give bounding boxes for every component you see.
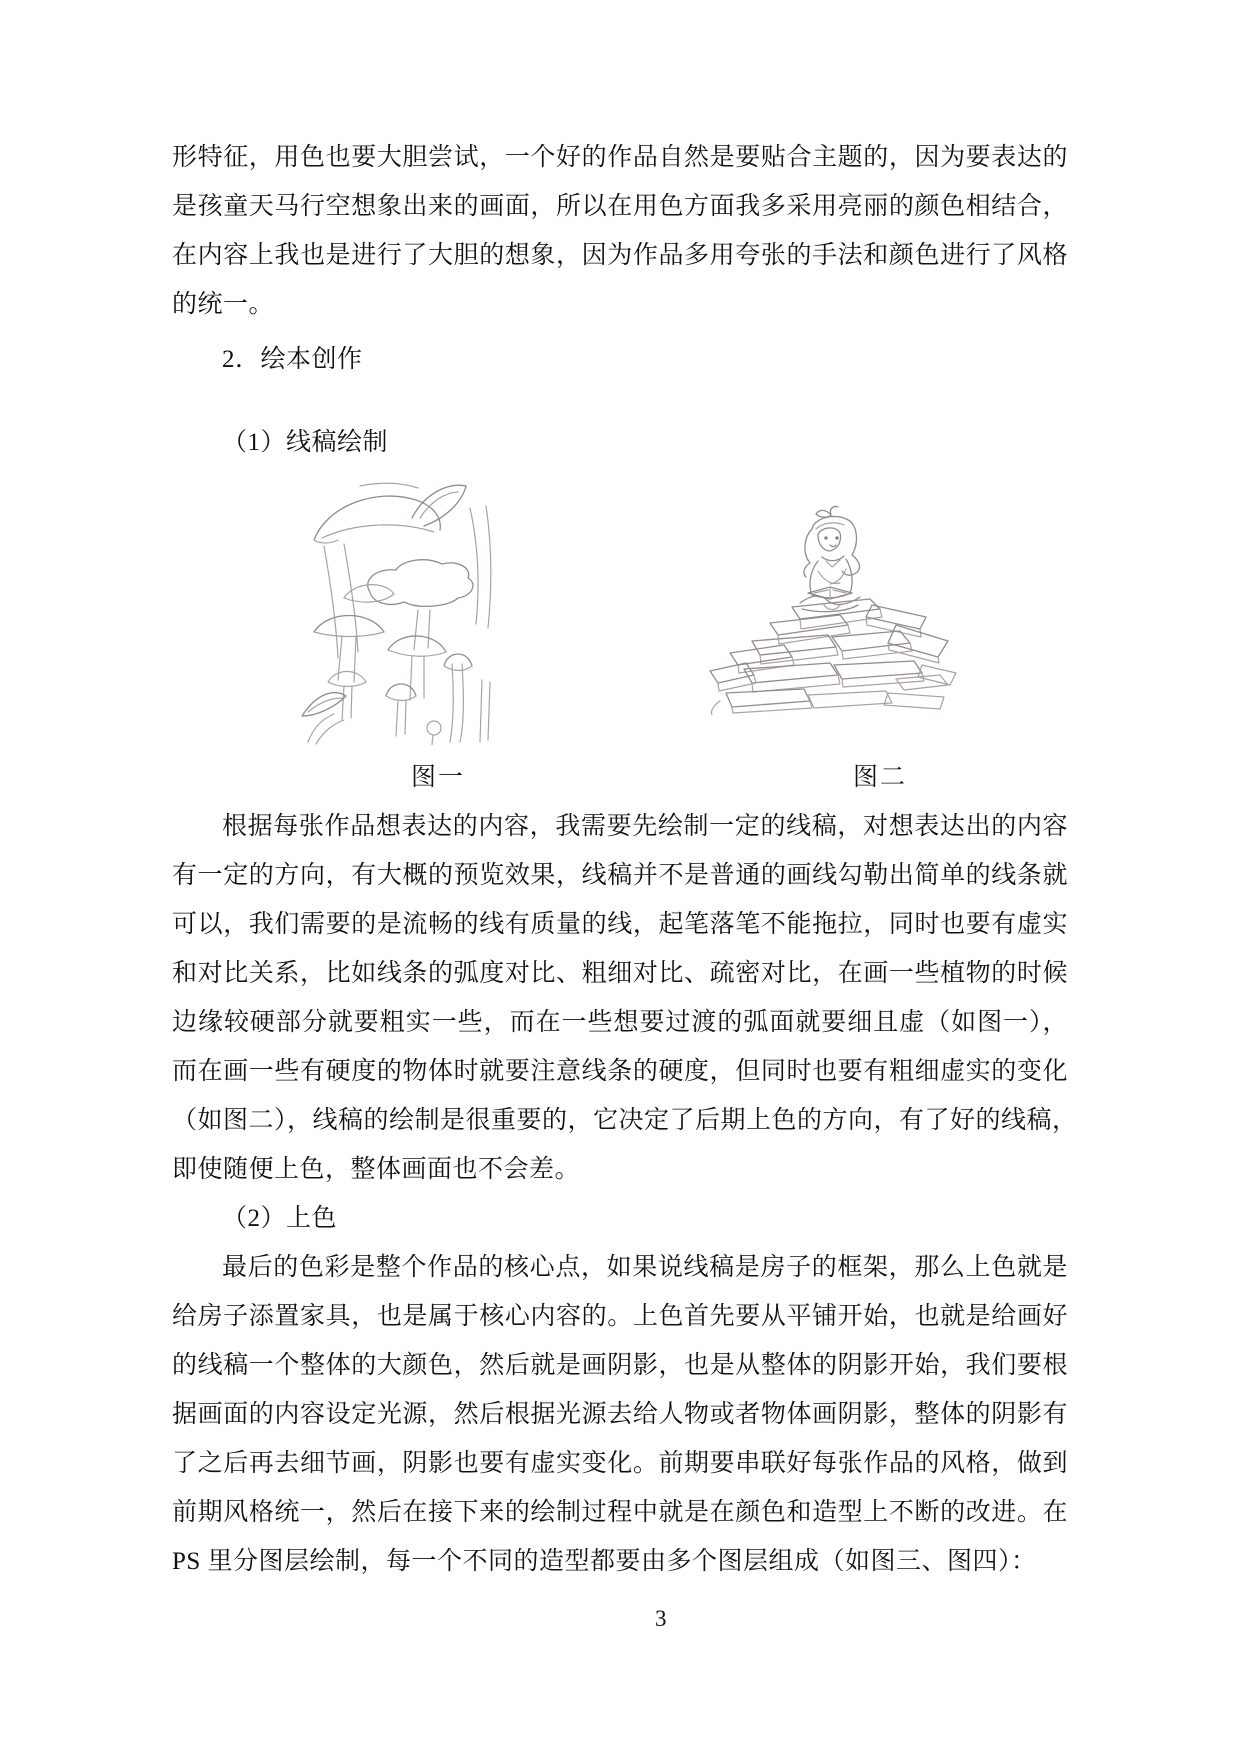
text-line: 的统一。 [172, 291, 275, 318]
heading-sub-2-coloring: （2）上色 [222, 1205, 338, 1232]
text-line: 根据每张作品想表达的内容，我需要先绘制一定的线稿，对想表达出的内容 [222, 813, 1068, 840]
figure-1-caption: 图一 [410, 764, 466, 791]
heading-section-2: 2．绘本创作 [222, 346, 363, 373]
text-line: （如图二），线稿的绘制是很重要的，它决定了后期上色的方向，有了好的线稿， [172, 1107, 1078, 1134]
figure-2-girl-on-books-line-sketch [700, 505, 960, 715]
figure-row [172, 480, 1068, 753]
text-line: 是孩童天马行空想象出来的画面，所以在用色方面我多采用亮丽的颜色相结合， [172, 193, 1068, 220]
text-line: 边缘较硬部分就要粗实一些，而在一些想要过渡的弧面就要细且虚（如图一）， [172, 1009, 1068, 1036]
text-column [172, 133, 1078, 1586]
figure-1-mushroom-line-sketch [300, 480, 495, 745]
paragraph-3 [172, 1243, 1068, 1586]
paragraph-1 [172, 133, 1068, 329]
figure-2-caption: 图二 [852, 764, 908, 791]
text-line: 给房子添置家具，也是属于核心内容的。上色首先要从平铺开始，也就是给画好 [172, 1303, 1068, 1330]
text-line: PS 里分图层绘制，每一个不同的造型都要由多个图层组成（如图三、图四）： [172, 1548, 1037, 1575]
text-line: 即使随便上色，整体画面也不会差。 [172, 1156, 581, 1183]
text-line: 可以，我们需要的是流畅的线有质量的线，起笔落笔不能拖拉，同时也要有虚实 [172, 911, 1068, 938]
text-line: 形特征，用色也要大胆尝试，一个好的作品自然是要贴合主题的，因为要表达的 [172, 144, 1068, 171]
text-line: 有一定的方向，有大概的预览效果，线稿并不是普通的画线勾勒出简单的线条就 [172, 862, 1068, 889]
paragraph-2 [172, 802, 1078, 1194]
text-line: 而在画一些有硬度的物体时就要注意线条的硬度，但同时也要有粗细虚实的变化 [172, 1058, 1068, 1085]
text-line: 和对比关系，比如线条的弧度对比、粗细对比、疏密对比，在画一些植物的时候 [172, 960, 1068, 987]
text-line: 了之后再去细节画，阴影也要有虚实变化。前期要串联好每张作品的风格，做到 [172, 1450, 1068, 1477]
page-number: 3 [655, 1606, 667, 1631]
text-line: 的线稿一个整体的大颜色，然后就是画阴影，也是从整体的阴影开始，我们要根 [172, 1352, 1068, 1379]
text-line: 前期风格统一，然后在接下来的绘制过程中就是在颜色和造型上不断的改进。在 [172, 1499, 1068, 1526]
text-line: 最后的色彩是整个作品的核心点，如果说线稿是房子的框架，那么上色就是 [222, 1254, 1068, 1281]
text-line: 据画面的内容设定光源，然后根据光源去给人物或者物体画阴影，整体的阴影有 [172, 1401, 1068, 1428]
figure-captions [172, 753, 1068, 802]
text-line: 在内容上我也是进行了大胆的想象，因为作品多用夸张的手法和颜色进行了风格 [172, 242, 1068, 269]
heading-sub-1-line-draft: （1）线稿绘制 [222, 429, 389, 456]
